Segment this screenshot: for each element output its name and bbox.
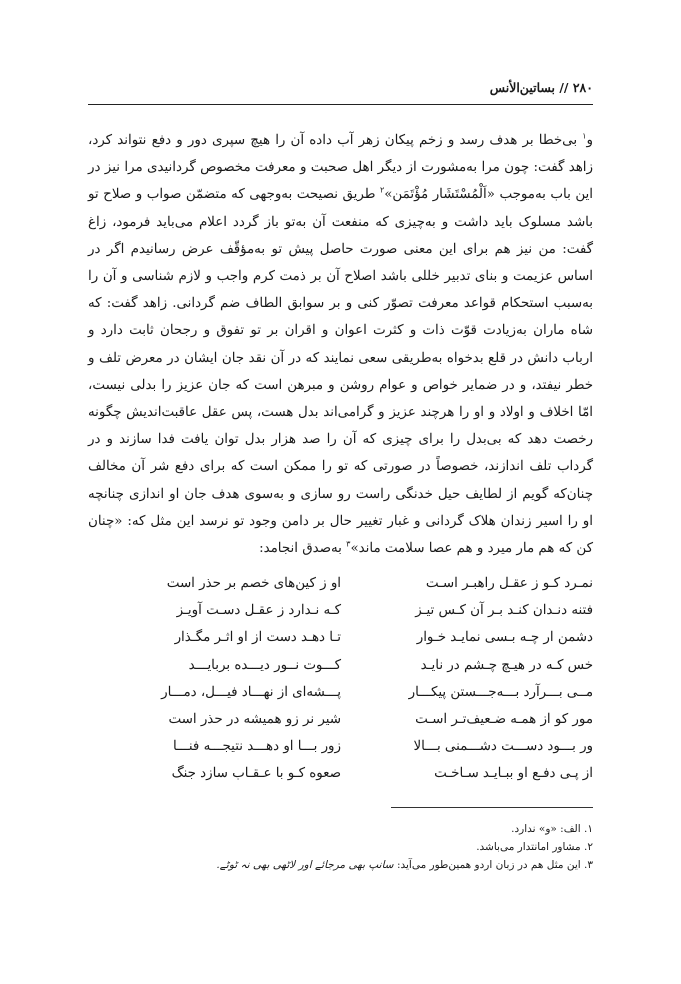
header-rule [88,104,593,105]
poem-line [119,597,593,624]
hemistich-right: دشمن ار چـه بـسی نمایـد خـوار [416,630,593,646]
footnote-2 [88,838,593,856]
hemistich-left: پـــشه‌ای از نهـــاد فیـــل، دمـــار [161,684,341,700]
hemistich-right: از پـی دفـع او ببـایـد سـاخـت [434,766,593,782]
hemistich-left: تـا دهـد دست از او اثـر مگـذار [174,630,341,646]
poem-line [119,706,593,733]
main-text [88,127,593,562]
hemistich-right: مــی بـــرآرد بـــه‌جـــستن پیکـــار [408,684,593,700]
hemistich-right: ور بـــود دســـت دشـــمنی بـــالا [413,739,593,755]
poem-line [119,679,593,706]
poem-line [119,570,593,597]
poem-line [119,652,593,679]
footnote-rule [391,807,593,808]
paragraph-text: و [586,133,593,148]
footnote-text: ۱. الف: «و» ندارد. [511,823,593,835]
hemistich-right: نمـرد کـو ز عقـل راهبـر اسـت [425,576,593,591]
page-number-and-title: ۲۸۰ // بساتین‌الأنس [489,80,593,95]
footnote-text: ۳. این مثل هم در زبان اردو همین‌طور می‌آید: [393,859,593,871]
hemistich-left: زور بـــا او دهـــد نتیجـــه فنـــا [173,739,341,755]
hemistich-left: کـــوت نــور دیـــده بربایـــد [188,657,341,673]
poem-line [119,760,593,787]
poem [119,570,593,788]
hemistich-left: صعوه کـو با عـقـاب سازد جنگ [171,766,341,782]
paragraph-text: بی‌خطا بر هدف رسد و زخم پیکان زهر آب داده آن را هیچ سپری دور و دفع نتواند کرد، زاهد گفت: چون مرا به‌مشورت از دیگر اهل صحبت و معرفت مخصوص گردانیدی مرا نیز در این باب به‌موجب «اَلْمُسْتَشَار مُؤْتَمَن» [88,133,593,203]
footnote-1 [88,820,593,838]
footnote-ref-3[interactable]: ۳ [346,539,351,549]
footnote-ref-2[interactable]: ۲ [379,185,385,195]
running-header [88,80,593,102]
hemistich-left: شیر نر زو همیشه در حذر است [168,711,341,727]
footnote-ref-1[interactable]: ۱ [582,131,587,141]
hemistich-left: او ز کین‌های خصم بر حذر است [166,576,341,591]
paragraph [88,127,593,562]
hemistich-right: مور کو از همـه ضـعیف‌تـر اسـت [415,711,593,727]
footnotes [88,820,593,874]
urdu-example: سانپ بھی مرجائے اور لاٹھی بھی نہ ٹوٹے. [216,859,394,871]
poem-line [119,624,593,651]
hemistich-right: خس کـه در هیـچ چـشم در نایـد [420,657,593,673]
poem-line [119,733,593,760]
paragraph-text: طریق نصیحت به‌وجهی که متضمّن صواب و صلاح تو باشد مسلوک باید داشت و به‌چیزی که منفعت آن به‌تو باز گردد اعلام می‌باید فرمود، زاغ گفت: من نیز هم برای این معنی صورت حاصل پیش تو به‌مؤقّف عرض رسانیدم اگر در اساس عزیمت و بنای تدبیر خللی باشد اصلاح آن بر ذمت کرم واجب و لازم شناسی و آن را به‌سبب استحکام قواعد معرفت تصوّر کنی و بر سوابق الطاف ضم گردانی. زاهد گفت: که شاه ماران به‌زیادت قوّت ذات و کثرت اعوان و اقران بر تو تفوق و رجحان ثابت دارد و ارباب دانش در قلع بدخواه به‌طریقی سعی نمایند که در آن نقد جان ایشان در معرض تلف و خطر نیفتد، و در ضمایر خواص و عوام روشن و مبرهن است که جان عزیز را بدلی نیست، امّا اخلاف و اولاد و او را هرچند عزیز و گرامی‌اند بدل هست، پس عقل عاقبت‌اندیش چگونه رخصت دهد که بی‌بدل را برای چیزی که آن را صد هزار بدل توان یافت فدا سازند و در گرداب تلف اندازند، خصوصاً در صورتی که تو را ممکن است که برای دفع شر آن مخالف چنان‌که گویم از لطایف حیل خدنگی راست رو سازی و به‌سوی هدف جان او اندازی چنانچه او را اسیر زندان هلاک گردانی و غبار تغییر حال بر دامن وجود تو نرسد این مثل که: «چنان کن که هم مار میرد و هم عصا سلامت ماند» [88,187,593,557]
paragraph-text: به‌صدق انجامد: [259,541,347,557]
footnote-text: ۲. مشاور امانتدار می‌باشد. [476,841,593,853]
hemistich-right: فتنه دنـدان کنـد بـر آن کـس تیـز [415,603,593,619]
hemistich-left: کـه نـدارد ز عقـل دسـت آویـز [176,603,341,619]
footnote-3 [88,856,593,874]
